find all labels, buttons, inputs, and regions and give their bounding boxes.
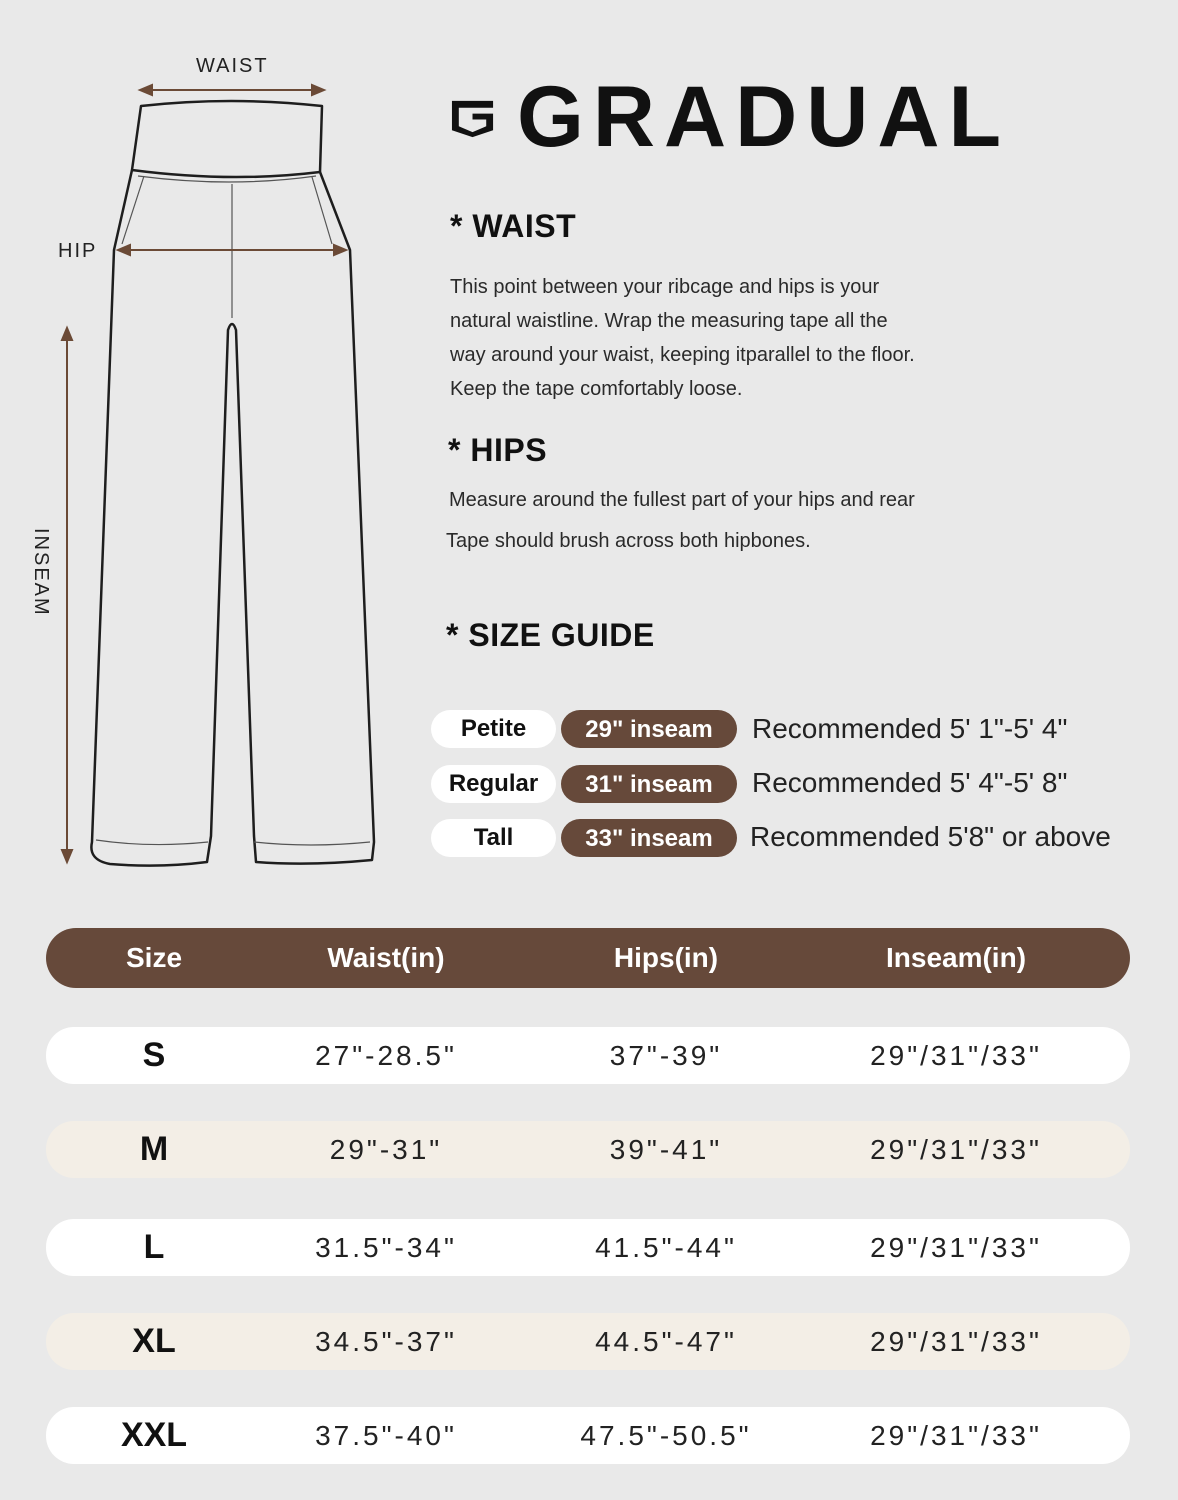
inseam-arrow [62, 328, 72, 862]
hips-cell: 41.5"-44" [595, 1232, 737, 1263]
height-recommendation-tall: Recommended 5'8" or above [750, 821, 1111, 852]
hips-cell: 47.5"-50.5" [580, 1420, 752, 1451]
pants-diagram [0, 0, 420, 900]
waist-section-title: * WAIST [450, 208, 577, 244]
size-cell: XL [132, 1322, 176, 1360]
inseam-badge-petite: 29" inseam [561, 710, 737, 748]
height-recommendation-regular: Recommended 5' 4"-5' 8" [752, 767, 1068, 798]
inseam-badge-regular: 31" inseam [561, 765, 737, 803]
waist-line: way around your waist, keeping itparallel to the floor. [450, 344, 915, 366]
hips-section-title: * HIPS [448, 432, 548, 468]
table-row [46, 1027, 1130, 1084]
height-recommendation-petite: Recommended 5' 1"-5' 4" [752, 713, 1068, 744]
gradual-logo-icon [450, 78, 495, 156]
waist-cell: 31.5"-34" [315, 1232, 457, 1263]
table-row [46, 1407, 1130, 1464]
header-hips: Hips(in) [613, 942, 719, 973]
length-option-petite: Petite [431, 710, 556, 748]
hips-description-line-1: Measure around the fullest part of your hips and rear [449, 489, 915, 511]
inseam-cell: 29"/31"/33" [870, 1326, 1042, 1357]
inseam-badge-tall: 33" inseam [561, 819, 737, 857]
waist-line: Keep the tape comfortably loose. [450, 378, 743, 400]
waist-cell: 34.5"-37" [315, 1326, 457, 1357]
hips-cell: 37"-39" [609, 1040, 723, 1071]
inseam-cell: 29"/31"/33" [870, 1420, 1042, 1451]
waist-description [450, 270, 915, 406]
header-size: Size [125, 942, 183, 973]
waist-arrow [140, 85, 324, 95]
waist-label: WAIST [196, 55, 269, 77]
waist-line: This point between your ribcage and hips is your [450, 276, 880, 298]
size-table-header [46, 928, 1130, 988]
header-waist: Waist(in) [327, 942, 445, 973]
length-option-regular: Regular [431, 765, 556, 803]
table-row [46, 1219, 1130, 1276]
header-inseam: Inseam(in) [885, 942, 1027, 973]
hips-cell: 44.5"-47" [595, 1326, 737, 1357]
size-cell: S [142, 1036, 166, 1074]
size-cell: L [143, 1228, 165, 1266]
hip-label: HIP [58, 240, 98, 262]
pants-outline-illustration [0, 0, 420, 900]
length-option-tall: Tall [431, 819, 556, 857]
inseam-cell: 29"/31"/33" [870, 1134, 1042, 1165]
table-row [46, 1313, 1130, 1370]
brand-header [450, 69, 1010, 165]
table-row [46, 1121, 1130, 1178]
inseam-cell: 29"/31"/33" [870, 1232, 1042, 1263]
size-guide-title: * SIZE GUIDE [446, 617, 655, 653]
inseam-cell: 29"/31"/33" [870, 1040, 1042, 1071]
hips-description-line-2: Tape should brush across both hipbones. [446, 530, 811, 552]
hips-cell: 39"-41" [609, 1134, 723, 1165]
waist-line: natural waistline. Wrap the measuring tape all the [450, 310, 888, 332]
size-cell: M [139, 1130, 169, 1168]
size-cell: XXL [120, 1416, 188, 1454]
inseam-label: INSEAM [30, 528, 52, 617]
waist-cell: 29"-31" [329, 1134, 443, 1165]
waist-cell: 37.5"-40" [315, 1420, 457, 1451]
waist-cell: 27"-28.5" [315, 1040, 457, 1071]
brand-name: GRADUAL [517, 69, 1010, 165]
